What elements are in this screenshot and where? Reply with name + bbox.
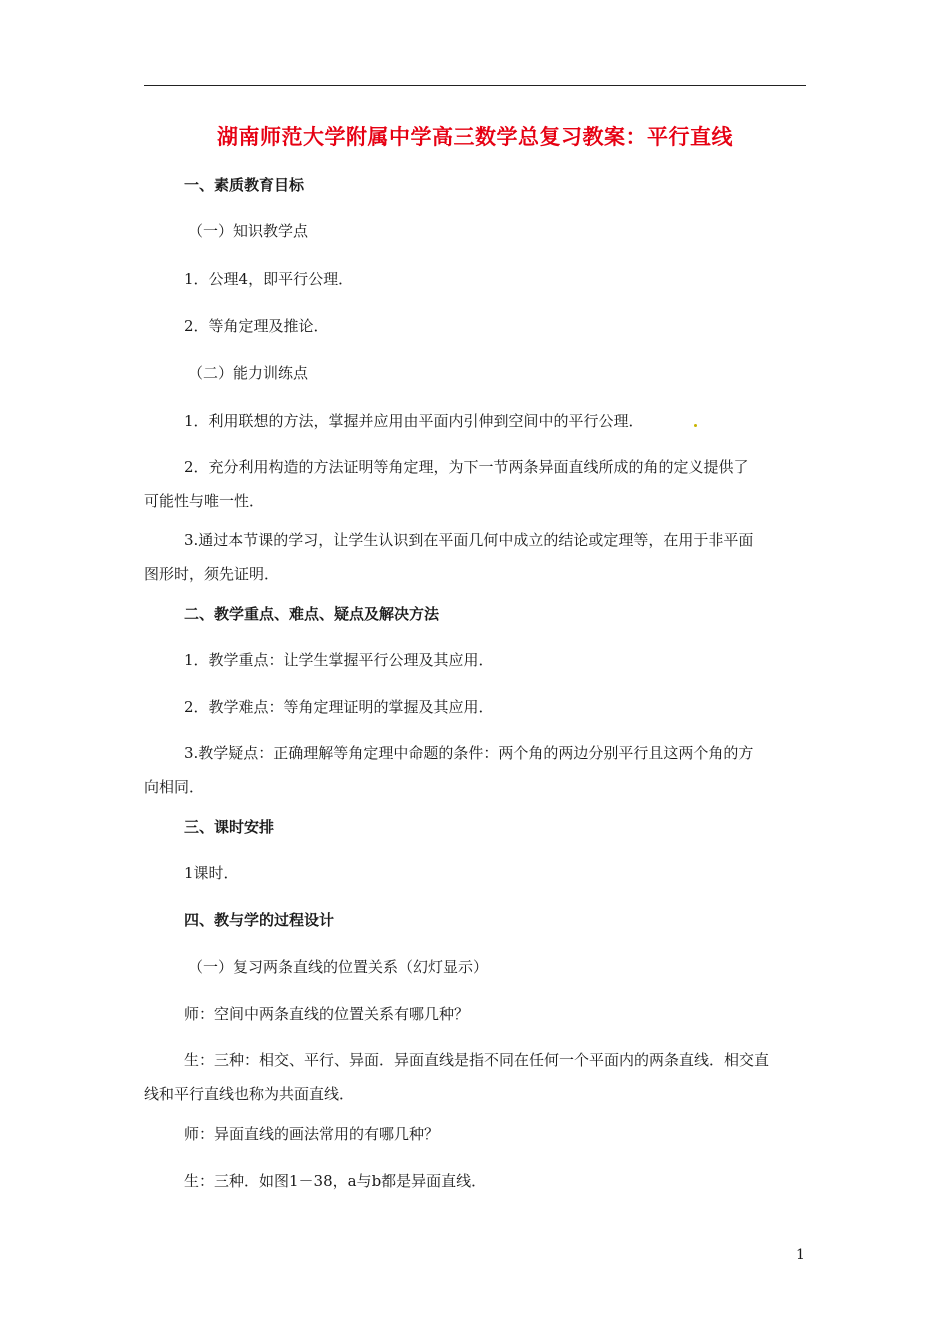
list-item: 2．等角定理及推论． <box>184 317 329 335</box>
paragraph <box>144 456 810 512</box>
section-heading-2: 二、教学重点、难点、疑点及解决方法 <box>184 605 440 623</box>
dialogue-line: 师：异面直线的画法常用的有哪几种？ <box>184 1125 440 1143</box>
stray-mark <box>694 424 697 427</box>
page-number: 1 <box>796 1247 805 1263</box>
paragraph-line-1: 生：三种：相交、平行、异面．异面直线是指不同在任何一个平面内的两条直线．相交直 <box>184 1051 770 1069</box>
dialogue-line: 师：空间中两条直线的位置关系有哪几种？ <box>184 1005 470 1023</box>
paragraph <box>144 529 810 585</box>
dialogue-line: 生：三种．如图1－38，a与b都是异面直线． <box>184 1172 487 1190</box>
subheading-ability: （二）能力训练点 <box>188 364 309 382</box>
paragraph-line-2: 线和平行直线也称为共面直线． <box>144 1085 355 1103</box>
subheading-review: （一）复习两条直线的位置关系（幻灯显示） <box>188 958 489 976</box>
paragraph-line-1: 3.教学疑点：正确理解等角定理中命题的条件：两个角的两边分别平行且这两个角的方 <box>184 744 754 762</box>
paragraph-line-2: 向相同． <box>144 778 205 796</box>
list-item: 1课时． <box>184 864 239 882</box>
list-item: 1．教学重点：让学生掌握平行公理及其应用． <box>184 651 494 669</box>
paragraph <box>144 742 810 798</box>
paragraph-line-2: 可能性与唯一性． <box>144 492 265 510</box>
paragraph <box>144 1049 810 1105</box>
subheading-knowledge: （一）知识教学点 <box>188 222 309 240</box>
list-item: 1．公理4，即平行公理． <box>184 270 354 288</box>
list-item: 2．教学难点：等角定理证明的掌握及其应用． <box>184 698 494 716</box>
section-heading-1: 一、素质教育目标 <box>184 176 305 194</box>
list-item: 1．利用联想的方法，掌握并应用由平面内引伸到空间中的平行公理． <box>184 412 644 430</box>
paragraph-line-2: 图形时，须先证明． <box>144 565 280 583</box>
paragraph-line-1: 3.通过本节课的学习，让学生认识到在平面几何中成立的结论或定理等，在用于非平面 <box>184 531 754 549</box>
section-heading-3: 三、课时安排 <box>184 818 275 836</box>
document-title: 湖南师范大学附属中学高三数学总复习教案：平行直线 <box>217 125 733 149</box>
header-rule <box>144 85 806 86</box>
section-heading-4: 四、教与学的过程设计 <box>184 911 335 929</box>
paragraph-line-1: 2．充分利用构造的方法证明等角定理，为下一节两条异面直线所成的角的定义提供了 <box>184 458 749 476</box>
